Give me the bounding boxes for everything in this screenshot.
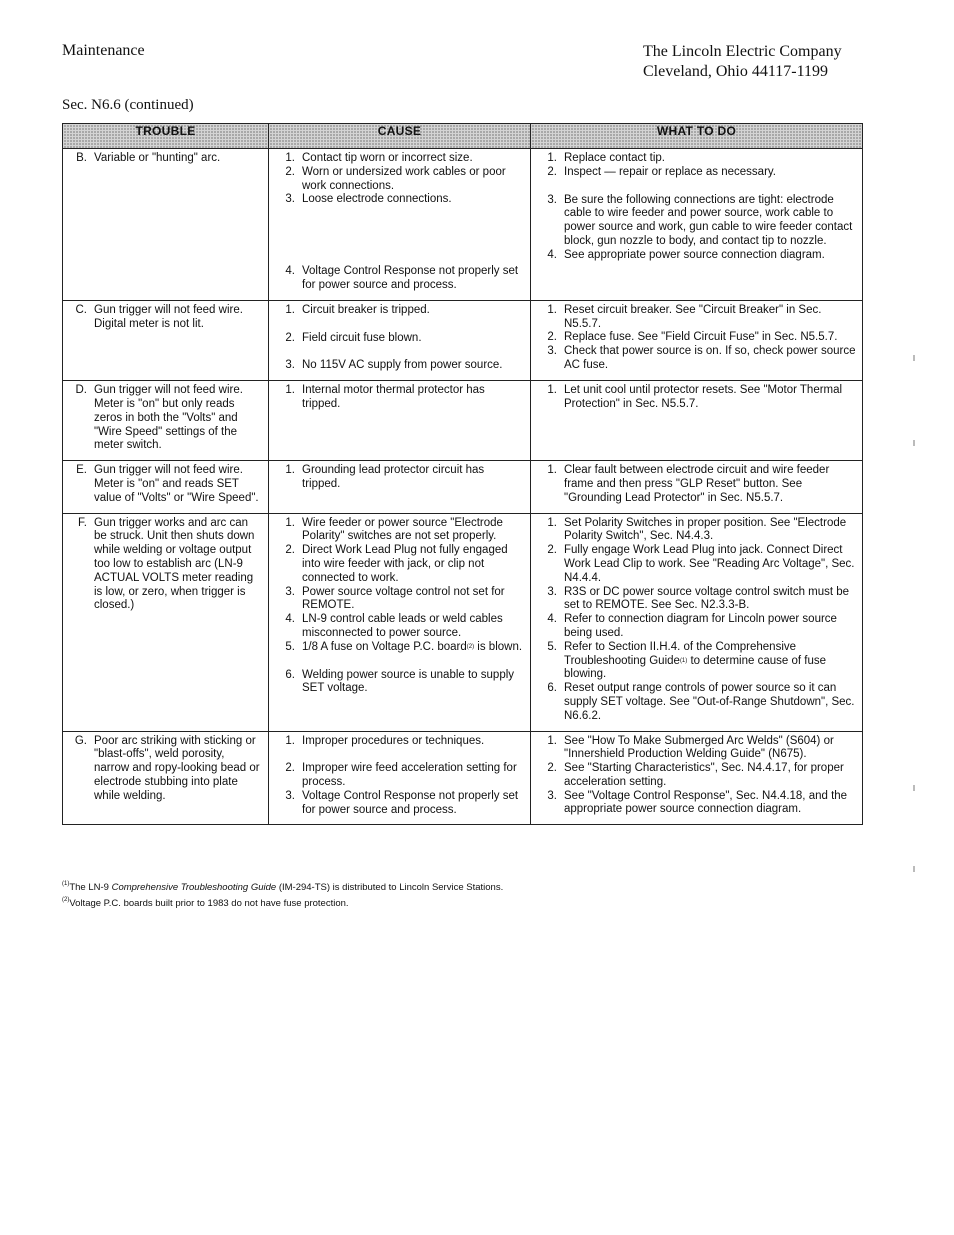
troubleshooting-table: [62, 123, 863, 825]
item-text-main: Wire feeder or power source "Electrode Polarity" switches are not set properly.: [302, 516, 503, 543]
item-number: 3.: [547, 345, 557, 358]
item-number: 1.: [547, 152, 557, 164]
item-text-main: Set Polarity Switches in proper position. See "Electrode Polarity Switch", Sec. N4.4.3.: [564, 516, 847, 543]
item-number: 2.: [285, 762, 295, 775]
table-row: [63, 731, 863, 825]
item-number: 1.: [285, 152, 295, 164]
item-text-main: Grounding lead protector circuit has tripped.: [302, 464, 485, 490]
trouble-text: Gun trigger will not feed wire. Digital meter is not lit.: [94, 303, 243, 330]
cause-item: [275, 762, 524, 790]
trouble-item: [69, 304, 262, 332]
item-number: 5.: [285, 640, 295, 653]
footnote-1: [62, 882, 503, 893]
trouble-item: [69, 517, 262, 614]
footnote-ref: (1): [679, 657, 688, 664]
item-text-main: Field circuit fuse blown.: [302, 331, 422, 344]
item-text-main: Replace contact tip.: [564, 152, 666, 164]
trouble-letter: F.: [78, 516, 87, 529]
item-text-main: Refer to Section II.H.4. of the Comprehensive Troubleshooting Guide: [564, 640, 797, 667]
action-item: [537, 641, 856, 682]
item-text: [564, 613, 856, 641]
item-number: 1.: [547, 516, 557, 529]
item-text-main: Worn or undersized work cables or poor work connections.: [302, 165, 506, 192]
trouble-item: [69, 152, 262, 166]
action-item: [537, 586, 856, 614]
trouble-letter: B.: [76, 152, 87, 164]
table-header-row: [63, 124, 863, 149]
item-text-main: Let unit cool until protector resets. See "Motor Thermal Protection" in Sec. N5.5.7.: [564, 384, 843, 410]
trouble-item: [69, 735, 262, 804]
item-number: 2.: [285, 544, 295, 557]
trouble-letter: E.: [76, 464, 87, 477]
item-text-main: No 115V AC supply from power source.: [302, 359, 503, 372]
cause-item: [275, 613, 524, 641]
cause-cell: [269, 149, 531, 301]
item-text: [564, 249, 856, 263]
action-cell: [531, 513, 863, 731]
item-text-main: See "Starting Characteristics", Sec. N4.4.17, for proper acceleration setting.: [564, 762, 844, 788]
scan-mark: [913, 866, 915, 872]
company-name: The Lincoln Electric Company: [643, 43, 842, 60]
footnote-2: [62, 898, 349, 909]
cause-item: [275, 359, 524, 373]
item-text-main: Clear fault between electrode circuit and wire feeder frame and then press "GLP Reset" button. See "Grounding Lead Protector" in Sec. N5.5.7.: [564, 464, 830, 504]
item-number: 3.: [285, 359, 295, 372]
item-text: [564, 762, 856, 790]
cause-item: [275, 384, 524, 412]
table-row: [63, 381, 863, 461]
item-number: 5.: [547, 640, 557, 653]
item-number: 4.: [547, 248, 557, 261]
trouble-text: Gun trigger will not feed wire. Meter is "on" and reads SET value of "Volts" or "Wire Speed".: [94, 464, 259, 504]
action-item: [537, 762, 856, 790]
cause-item: [275, 586, 524, 614]
trouble-cell: [63, 381, 269, 461]
item-text-main: Voltage Control Response not properly set for power source and process.: [302, 789, 519, 816]
action-item: [537, 249, 856, 263]
item-text-main: Circuit breaker is tripped.: [302, 303, 430, 316]
item-text: [564, 641, 856, 682]
cause-item: [275, 790, 524, 818]
table-row: [63, 461, 863, 513]
cause-item: [275, 464, 524, 492]
item-number: 1.: [547, 734, 557, 747]
cause-item: [275, 735, 524, 749]
trouble-cell: [63, 731, 269, 825]
item-text-main: Internal motor thermal protector has tripped.: [302, 384, 485, 410]
cause-cell: [269, 731, 531, 825]
item-text-main: See "Voltage Control Response", Sec. N4.4.18, and the appropriate power source connection diagram.: [564, 789, 848, 816]
action-item: [537, 790, 856, 818]
item-text-main: Check that power source is on. If so, check power source AC fuse.: [564, 345, 856, 371]
item-text-main: See appropriate power source connection diagram.: [564, 248, 825, 261]
action-item: [537, 166, 856, 180]
cause-item: [275, 193, 524, 207]
item-number: 4.: [285, 613, 295, 626]
item-text-main: Reset circuit breaker. See "Circuit Breaker" in Sec. N5.5.7.: [564, 303, 822, 330]
item-text: [302, 332, 524, 346]
cause-item: [275, 166, 524, 194]
action-cell: [531, 381, 863, 461]
item-text: [302, 735, 524, 749]
item-text: [564, 544, 856, 585]
item-number: 1.: [547, 464, 557, 477]
trouble-letter: C.: [75, 303, 87, 316]
item-text: [564, 152, 856, 166]
footnote-2-text: Voltage P.C. boards built prior to 1983 do not have fuse protection.: [69, 898, 349, 909]
item-number: 3.: [547, 789, 557, 802]
header-section-name: Maintenance: [62, 42, 145, 59]
item-text-main: LN-9 control cable leads or weld cables misconnected to power source.: [302, 613, 503, 639]
item-number: 2.: [547, 165, 557, 178]
footnote-1-pre: The LN-9: [69, 882, 112, 893]
trouble-cell: [63, 149, 269, 301]
footnote-1-mark: (1): [62, 881, 70, 887]
item-number: 6.: [285, 668, 295, 681]
section-heading: Sec. N6.6 (continued): [62, 97, 194, 113]
action-item: [537, 331, 856, 345]
cause-item: [275, 517, 524, 545]
item-text-main: Welding power source is unable to supply SET voltage.: [302, 668, 515, 695]
footnote-1-post: (IM-294-TS) is distributed to Lincoln Service Stations.: [276, 882, 504, 893]
cause-item: [275, 332, 524, 346]
item-text: [302, 517, 524, 545]
item-text: [302, 762, 524, 790]
item-number: 3.: [547, 193, 557, 206]
action-item: [537, 304, 856, 332]
action-item: [537, 384, 856, 412]
item-text: [564, 586, 856, 614]
item-text: [564, 682, 856, 723]
action-cell: [531, 461, 863, 513]
action-item: [537, 613, 856, 641]
item-number: 1.: [285, 734, 295, 747]
item-text: [564, 735, 856, 763]
cause-cell: [269, 300, 531, 380]
item-number: 3.: [547, 585, 557, 598]
item-text-main: Contact tip worn or incorrect size.: [302, 152, 473, 164]
item-number: 1.: [285, 516, 295, 529]
cause-cell: [269, 513, 531, 731]
item-text: [564, 166, 856, 180]
action-cell: [531, 731, 863, 825]
action-item: [537, 464, 856, 505]
footnote-2-mark: (2): [62, 897, 70, 903]
item-number: 4.: [285, 265, 295, 278]
table-row: [63, 300, 863, 380]
item-number: 2.: [547, 331, 557, 344]
company-city: Cleveland, Ohio 44117-1199: [643, 63, 829, 80]
footnote-1-title: Comprehensive Troubleshooting Guide: [111, 882, 277, 893]
item-number: 1.: [285, 464, 295, 477]
item-number: 4.: [547, 613, 557, 626]
item-text-main: Voltage Control Response not properly set for power source and process.: [302, 265, 519, 291]
item-text: [302, 544, 524, 585]
item-text-main: Reset output range controls of power source so it can supply SET voltage. See "Out-of-Range Shutdown", Sec. N6.6.2.: [564, 682, 855, 722]
item-number: 2.: [285, 165, 295, 178]
trouble-text: Poor arc striking with sticking or "blast-offs", weld porosity, narrow and ropy-looking bead or electrode stubbing into plate while welding.: [94, 734, 260, 802]
trouble-letter: D.: [75, 384, 87, 397]
action-item: [537, 194, 856, 249]
item-text: [302, 359, 524, 373]
item-number: 3.: [285, 193, 295, 206]
item-text: [302, 152, 524, 166]
action-item: [537, 544, 856, 585]
scan-mark: [913, 440, 915, 446]
trouble-item: [69, 384, 262, 453]
action-item: [537, 517, 856, 545]
item-text-main: Fully engage Work Lead Plug into jack. Connect Direct Work Lead Clip to work. See "Reading Arc Voltage", Sec. N4.4.4.: [564, 544, 855, 584]
item-text: [564, 790, 856, 818]
column-header-trouble: TROUBLE: [63, 124, 269, 149]
cause-cell: [269, 461, 531, 513]
item-text: [302, 464, 524, 492]
action-cell: [531, 149, 863, 301]
item-text: [564, 331, 856, 345]
trouble-cell: [63, 461, 269, 513]
trouble-cell: [63, 513, 269, 731]
item-text: [302, 304, 524, 318]
item-text-main: See "How To Make Submerged Arc Welds" (S604) or "Innershield Production Welding Guide" (N675).: [564, 734, 834, 761]
item-text: [564, 194, 856, 249]
cause-item: [275, 669, 524, 697]
item-text: [302, 613, 524, 641]
item-text-main: Be sure the following connections are tight: electrode cable to wire feeder and power source, work cable to power source and work, gun cable to wire feeder contact block, gun nozzle to body, and contact tip to nozzle.: [564, 193, 853, 247]
trouble-item: [69, 464, 262, 505]
cause-item: [275, 641, 524, 655]
item-number: 2.: [547, 762, 557, 775]
action-item: [537, 735, 856, 763]
trouble-letter: G.: [74, 734, 87, 747]
table-row: [63, 149, 863, 301]
item-text-rest: to determine cause of fuse blowing.: [564, 654, 826, 681]
item-number: 3.: [285, 789, 295, 802]
column-header-what-to-do: WHAT TO DO: [531, 124, 863, 149]
item-text: [564, 345, 856, 373]
item-text: [564, 384, 856, 412]
item-text-main: Inspect — repair or replace as necessary.: [564, 165, 776, 178]
item-number: 1.: [285, 384, 295, 397]
item-number: 1.: [547, 384, 557, 397]
table-row: [63, 513, 863, 731]
item-text: [302, 669, 524, 697]
cause-item: [275, 152, 524, 166]
trouble-text: Variable or "hunting" arc.: [94, 152, 221, 164]
action-cell: [531, 300, 863, 380]
item-text-main: Replace fuse. See "Field Circuit Fuse" in Sec. N5.5.7.: [564, 331, 838, 344]
action-item: [537, 682, 856, 723]
item-number: 1.: [285, 303, 295, 316]
item-text: [564, 517, 856, 545]
company-address: [643, 42, 842, 82]
item-text: [302, 586, 524, 614]
cause-item: [275, 544, 524, 585]
trouble-cell: [63, 300, 269, 380]
footnote-ref: (2): [466, 643, 475, 650]
item-number: 2.: [285, 331, 295, 344]
item-number: 2.: [547, 544, 557, 557]
cause-item: [275, 304, 524, 318]
item-number: 6.: [547, 682, 557, 695]
item-number: 1.: [547, 303, 557, 316]
item-number: 3.: [285, 585, 295, 598]
item-text-main: Improper procedures or techniques.: [302, 734, 485, 747]
item-text-main: Direct Work Lead Plug not fully engaged into wire feeder with jack, or clip not connected to work.: [302, 544, 508, 584]
item-text: [302, 166, 524, 194]
scan-mark: [913, 355, 915, 361]
item-text-main: Loose electrode connections.: [302, 193, 452, 206]
item-text-main: Power source voltage control not set for REMOTE.: [302, 585, 505, 612]
trouble-text: Gun trigger works and arc can be struck. Unit then shuts down while welding or voltage output too low to establish arc (LN-9 ACTUAL VOLTS meter reading is low, or zero, when trigger is closed.): [94, 516, 255, 612]
item-text: [564, 304, 856, 332]
item-text-main: R3S or DC power source voltage control switch must be set to REMOTE. See Sec. N2.3.3-B.: [564, 585, 850, 612]
item-text: [302, 384, 524, 412]
item-text: [302, 193, 524, 207]
item-text-rest: is blown.: [474, 640, 523, 653]
item-text-main: Improper wire feed acceleration setting for process.: [302, 762, 517, 789]
item-text: [302, 265, 524, 293]
cause-cell: [269, 381, 531, 461]
item-text-main: Refer to connection diagram for Lincoln power source being used.: [564, 613, 837, 639]
column-header-cause: CAUSE: [269, 124, 531, 149]
item-text: [302, 641, 524, 655]
cause-item: [275, 265, 524, 293]
item-text-main: 1/8 A fuse on Voltage P.C. board: [302, 640, 467, 653]
scan-mark: [913, 785, 915, 791]
trouble-text: Gun trigger will not feed wire. Meter is "on" but only reads zeros in both the "Volts" and "Wire Speed" settings of the meter switch.: [94, 384, 243, 452]
action-item: [537, 345, 856, 373]
item-text: [564, 464, 856, 505]
item-text: [302, 790, 524, 818]
action-item: [537, 152, 856, 166]
